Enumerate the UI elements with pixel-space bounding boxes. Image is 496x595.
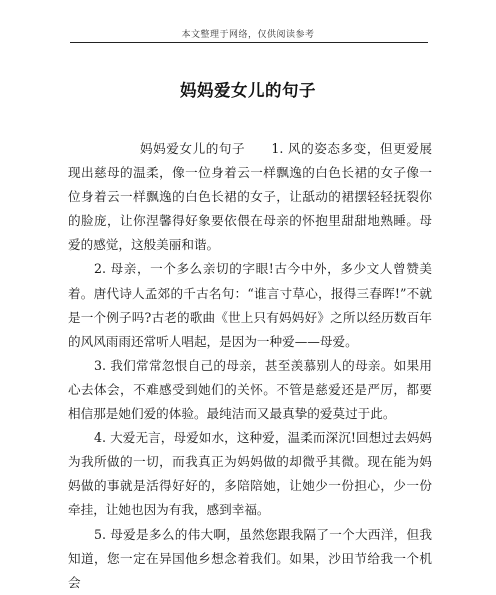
paragraph-2: 2. 母亲，一个多么亲切的字眼!古今中外，多少文人曾赞美着。唐代诗人孟郊的千古名句：“谁言寸草心，报得三春晖!”不就是一个例子吗?古老的歌曲《世上只有妈妈好》之所以经历数百年的风风雨雨还常听人唱起，是因为一种爱——母爱。 (68, 261, 432, 349)
paragraph-4: 4. 大爱无言，母爱如水，这种爱，温柔而深沉!回想过去妈妈为我所做的一切，而我真正为妈妈做的却微乎其微。现在能为妈妈做的事就是活得好好的，多陪陪她，让她少一份担心，少一份牵挂，让她也因为有我，感到幸福。 (68, 430, 432, 518)
paragraph-3: 3. 我们常常忽恨自己的母亲，甚至羡慕别人的母亲。如果用心去体会，不难感受到她们的关怀。不管是慈爱还是严厉，都要相信那是她们爱的体验。最纯洁而又最真挚的爱莫过于此。 (68, 357, 432, 422)
paragraph-1: 妈妈爱女儿的句子 1. 风的姿态多变，但更爱展现出慈母的温柔，像一位身着云一样飘逸的白色长裙的女子像一位身着云一样飘逸的白色长裙的女子，让舐动的裙摆轻轻抚裂你的脸庞，让你涅馨得好象要依偎在母亲的怀抱里甜甜地熟睡。母爱的感觉，这般美丽和谐。 (68, 141, 432, 253)
document-title: 妈妈爱女儿的句子 (180, 81, 316, 100)
header-note: 本文整理于网络，仅供阅读参考 (181, 30, 315, 40)
paragraph-5: 5. 母爱是多么的伟大啊，虽然您跟我隔了一个大西洋，但我知道，您一定在异国他乡想念着我们。如果，沙田节给我一个机会 (68, 526, 432, 590)
header-divider (70, 42, 428, 43)
document-body (68, 137, 432, 595)
